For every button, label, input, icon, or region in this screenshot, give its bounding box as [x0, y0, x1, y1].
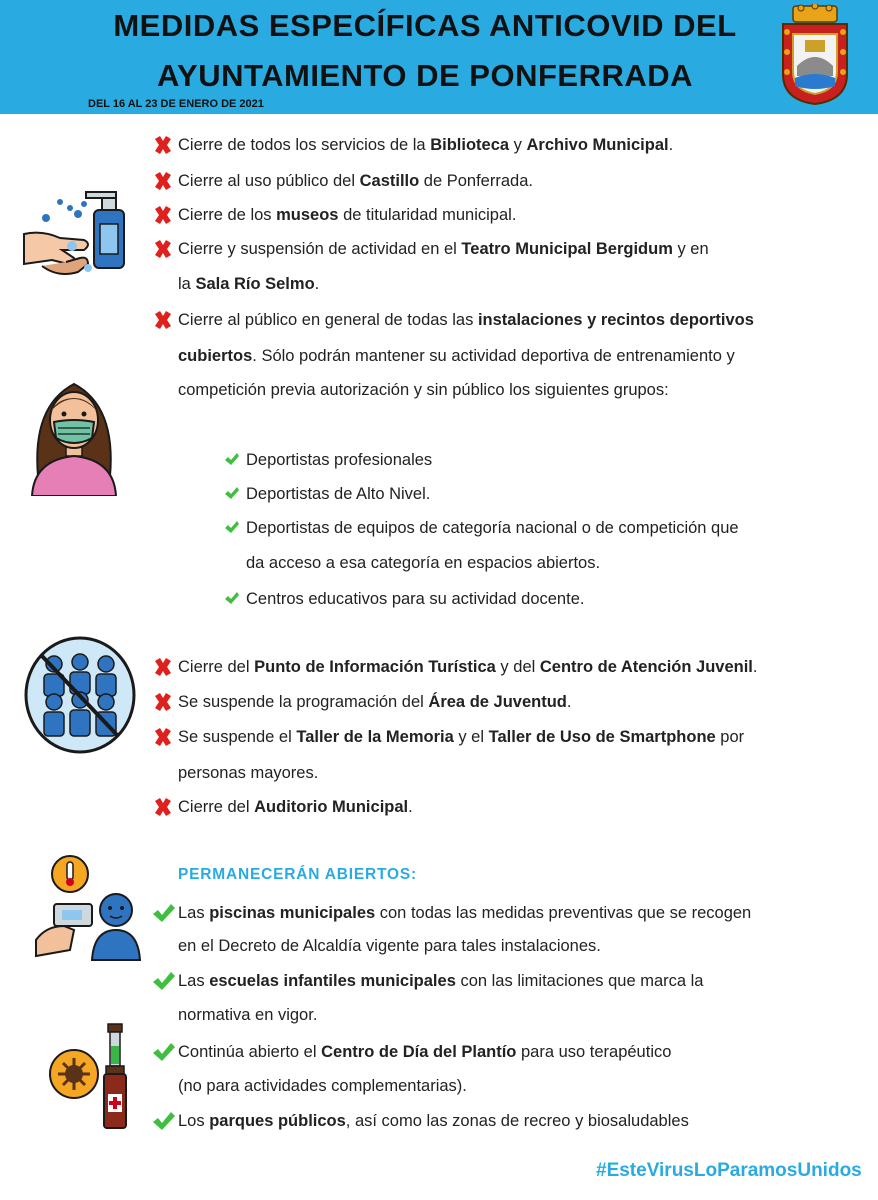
text-segment: personas mayores. — [178, 764, 319, 782]
woman-mask-icon — [28, 376, 120, 496]
bold-text: Sala Río Selmo — [195, 275, 315, 293]
page-title-line2: AYUNTAMIENTO DE PONFERRADA — [156, 58, 694, 93]
list-item — [178, 797, 413, 817]
red-cross-icon — [152, 204, 174, 231]
text-segment: y en — [672, 240, 709, 258]
list-item — [178, 727, 744, 747]
red-cross-icon — [152, 309, 174, 336]
check-icon — [152, 1041, 176, 1068]
text-segment: Se suspende la programación del — [178, 693, 429, 711]
list-item: Centros educativos para su actividad docente. — [246, 590, 585, 608]
list-item — [178, 763, 318, 783]
check-icon — [224, 591, 240, 610]
text-segment: la — [178, 275, 196, 293]
list-item: Deportistas de equipos de categoría nacional o de competición que — [246, 519, 739, 537]
check-icon — [152, 1110, 176, 1137]
virus-vaccine-icon — [48, 1022, 132, 1130]
text-segment: Cierre del — [178, 658, 255, 676]
text-segment: . — [314, 275, 320, 293]
check-icon — [152, 970, 176, 997]
bold-text: parques públicos — [209, 1112, 346, 1130]
text-segment: y el — [453, 728, 489, 746]
bold-text: Castillo — [359, 172, 420, 190]
bold-text: cubiertos — [178, 347, 253, 365]
text-segment: y del — [495, 658, 540, 676]
check-icon — [224, 520, 240, 539]
text-segment: y — [509, 136, 527, 154]
text-segment: por — [715, 728, 745, 746]
text-segment: , así como las zonas de recreo y biosaludables — [345, 1112, 689, 1130]
ponferrada-crest-icon — [779, 4, 851, 106]
list-item — [178, 310, 754, 330]
bold-text: Punto de Información Turística — [254, 658, 496, 676]
list-item — [178, 657, 757, 677]
text-segment: . — [566, 693, 572, 711]
red-cross-icon — [152, 238, 174, 265]
text-segment: normativa en vigor. — [178, 1006, 318, 1024]
check-icon — [152, 902, 176, 929]
text-segment: (no para actividades complementarias). — [178, 1077, 467, 1095]
list-item: Deportistas profesionales — [246, 451, 433, 469]
text-segment: . — [668, 136, 674, 154]
list-item — [178, 171, 533, 191]
text-segment: Los — [178, 1112, 210, 1130]
text-segment: de titularidad municipal. — [338, 206, 517, 224]
text-segment: Las — [178, 904, 210, 922]
red-cross-icon — [152, 726, 174, 753]
list-item — [178, 1042, 671, 1062]
list-item — [178, 380, 669, 400]
hashtag: #EsteVirusLoParamosUnidos — [596, 1160, 862, 1181]
text-segment: con las limitaciones que marca la — [455, 972, 704, 990]
text-segment: . Sólo podrán mantener su actividad deportiva de entrenamiento y — [252, 347, 735, 365]
list-item: da acceso a esa categoría en espacios abiertos. — [246, 554, 601, 572]
list-item — [178, 971, 704, 991]
temperature-check-icon — [34, 852, 142, 964]
text-segment: Continúa abierto el — [178, 1043, 322, 1061]
text-segment: con todas las medidas preventivas que se recogen — [375, 904, 752, 922]
list-item — [178, 903, 751, 923]
handwashing-icon — [22, 184, 128, 284]
list-item — [178, 274, 319, 294]
text-segment: Cierre de los — [178, 206, 277, 224]
check-icon — [224, 486, 240, 505]
text-segment: Cierre del — [178, 798, 255, 816]
text-segment: . — [408, 798, 413, 816]
bold-text: Área de Juventud — [428, 693, 567, 711]
open-section-title: PERMANECERÁN ABIERTOS: — [178, 866, 417, 883]
bold-text: Taller de Uso de Smartphone — [488, 728, 716, 746]
text-segment: Cierre y suspensión de actividad en el — [178, 240, 462, 258]
bold-text: escuelas infantiles municipales — [209, 972, 456, 990]
bold-text: instalaciones y recintos deportivos — [477, 311, 754, 329]
list-item: Deportistas de Alto Nivel. — [246, 485, 431, 503]
bold-text: Taller de la Memoria — [296, 728, 454, 746]
list-item — [178, 346, 735, 366]
red-cross-icon — [152, 134, 174, 161]
list-item — [178, 205, 516, 225]
text-segment: Se suspende el — [178, 728, 297, 746]
bold-text: museos — [276, 206, 339, 224]
text-segment: en el Decreto de Alcaldía vigente para tales instalaciones. — [178, 937, 601, 955]
text-segment: Cierre de todos los servicios de la — [178, 136, 431, 154]
red-cross-icon — [152, 170, 174, 197]
list-item — [178, 936, 601, 956]
bold-text: Centro de Atención Juvenil — [539, 658, 753, 676]
list-item — [178, 1076, 467, 1096]
list-item — [178, 692, 571, 712]
text-segment: . — [752, 658, 758, 676]
bold-text: Biblioteca — [430, 136, 510, 154]
no-crowd-icon — [24, 636, 136, 754]
list-item — [178, 1005, 317, 1025]
date-range: DEL 16 AL 23 DE ENERO DE 2021 — [88, 98, 264, 110]
red-cross-icon — [152, 656, 174, 683]
red-cross-icon — [152, 691, 174, 718]
text-segment: competición previa autorización y sin público los siguientes grupos: — [178, 381, 669, 399]
text-segment: Cierre al uso público del — [178, 172, 360, 190]
list-item — [178, 1111, 689, 1131]
page-title-line1: MEDIDAS ESPECÍFICAS ANTICOVID DEL — [113, 8, 737, 43]
bold-text: piscinas municipales — [209, 904, 376, 922]
list-item — [178, 239, 709, 259]
text-segment: Las — [178, 972, 210, 990]
bold-text: Archivo Municipal — [526, 136, 669, 154]
bold-text: Teatro Municipal Bergidum — [461, 240, 673, 258]
bold-text: Auditorio Municipal — [254, 798, 409, 816]
check-icon — [224, 452, 240, 471]
list-item — [178, 135, 673, 155]
text-segment: de Ponferrada. — [419, 172, 533, 190]
red-cross-icon — [152, 796, 174, 823]
text-segment: Cierre al público en general de todas las — [178, 311, 478, 329]
text-segment: para uso terapéutico — [516, 1043, 672, 1061]
bold-text: Centro de Día del Plantío — [321, 1043, 517, 1061]
